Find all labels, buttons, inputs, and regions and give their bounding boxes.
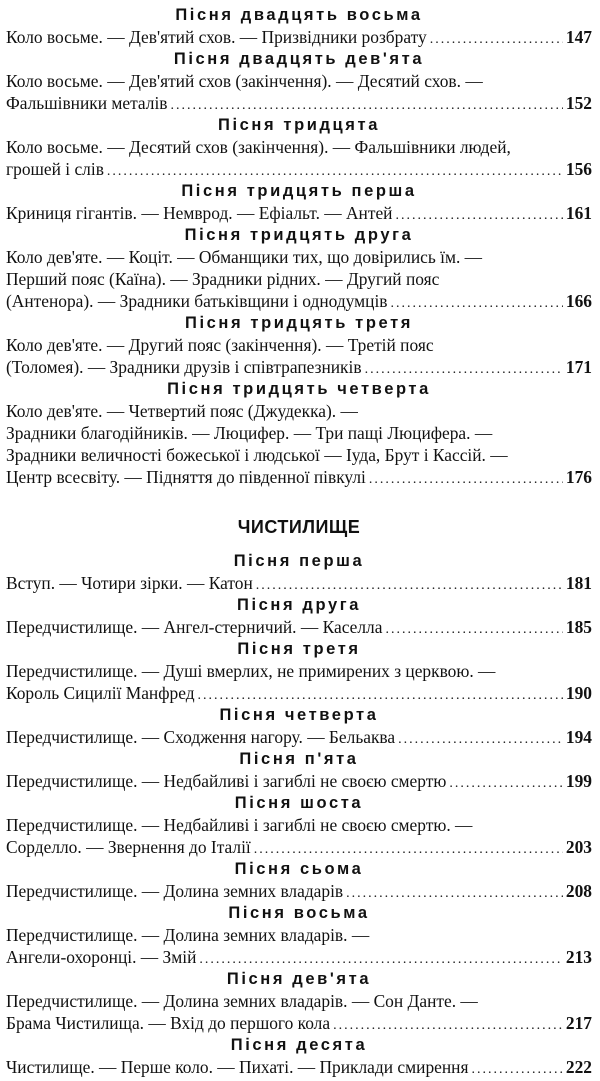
toc-entry [6,1034,592,1078]
section-title: ЧИСТИЛИЩЕ [237,517,361,537]
entry-line: грошей і слів [6,159,104,179]
canto-heading: Пісня четверта [219,706,379,724]
dot-leader [385,619,562,641]
entry-text [6,1056,592,1078]
entry-line: Передчистилище. — Сходження нагору. — Бельаква [6,727,396,747]
entry-last-line [6,158,592,180]
page-number: 171 [565,357,592,377]
dot-leader [346,883,563,905]
page-number: 185 [565,617,592,637]
entry-last-line [6,616,592,638]
dot-leader [107,161,563,183]
page-number: 194 [565,727,592,747]
entry-text [6,660,592,704]
page-number: 199 [565,771,592,791]
canto-heading: Пісня тридцять перша [181,182,417,200]
canto-heading: Пісня тридцять четверта [167,380,431,398]
entry-line: Передчистилище. — Долина земних владарів. — [6,925,370,945]
entry-last-line [6,726,592,748]
dot-leader [333,1015,563,1037]
toc-entry [6,224,592,312]
canto-heading: Пісня п'ята [239,750,359,768]
entry-line: Передчистилище. — Долина земних владарів [6,881,344,901]
page-number: 161 [565,203,592,223]
entry-line: Брама Чистилища. — Вхід до першого кола [6,1013,331,1033]
entry-text [6,136,592,180]
dot-leader [471,1059,562,1081]
canto-heading: Пісня двадцять дев'ята [173,50,425,68]
entry-text [6,70,592,114]
canto-heading: Пісня тридцята [217,116,380,134]
entry-text [6,26,592,48]
page-number: 176 [565,467,592,487]
page-number: 166 [565,291,592,311]
entry-line: Передчистилище. — Недбайливі і загиблі не своєю смертю [6,771,447,791]
entry-line: Передчистилище. — Ангел-стерничий. — Каселла [6,617,383,637]
entry-line: (Толомея). — Зрадники друзів і співтрапезників [6,357,362,377]
canto-heading: Пісня восьма [228,904,370,922]
toc-entry [6,594,592,638]
entry-line: Король Сицилії Манфред [6,683,195,703]
entry-last-line [6,356,592,378]
entry-text [6,572,592,594]
entry-last-line [6,202,592,224]
dot-leader [391,293,563,315]
page-number: 213 [565,947,592,967]
entry-last-line [6,26,592,48]
toc-entry [6,48,592,114]
page-number: 222 [565,1057,592,1077]
entry-line: Зрадники благодійників. — Люцифер. — Три пащі Люцифера. — [6,423,493,443]
entry-line: (Антенора). — Зрадники батьківщини і однодумців [6,291,388,311]
entry-line: Коло восьме. — Десятий схов (закінчення). — Фальшівники людей, [6,137,511,157]
entry-line: Передчистилище. — Душі вмерлих, не примирених з церквою. — [6,661,496,681]
dot-leader [396,205,563,227]
entry-line: Передчистилище. — Долина земних владарів. — Сон Данте. — [6,991,478,1011]
entry-line: Зрадники величності божеської і людської — Іуда, Брут і Кассій. — [6,445,508,465]
toc-entry [6,550,592,594]
entry-text [6,246,592,312]
canto-heading: Пісня тридцять третя [185,314,413,332]
page-number: 147 [565,27,592,47]
entry-last-line [6,290,592,312]
entry-line: Сорделло. — Звернення до Італії [6,837,251,857]
entry-last-line [6,946,592,968]
toc-entry [6,704,592,748]
entry-text [6,334,592,378]
page-number: 190 [565,683,592,703]
dot-leader [254,839,563,861]
entry-text [6,726,592,748]
canto-heading: Пісня двадцять восьма [175,6,423,24]
entry-text [6,990,592,1034]
entry-text [6,814,592,858]
entry-line: Вступ. — Чотири зірки. — Катон [6,573,253,593]
page-number: 181 [565,573,592,593]
dot-leader [171,95,563,117]
entry-last-line [6,466,592,488]
entry-text [6,924,592,968]
entry-text [6,880,592,902]
entry-line: Коло восьме. — Дев'ятий схов (закінчення). — Десятий схов. — [6,71,483,91]
dot-leader [369,469,563,491]
dot-leader [199,949,563,971]
toc-entry [6,4,592,48]
entry-last-line [6,92,592,114]
entry-last-line [6,880,592,902]
entry-text [6,400,592,488]
canto-heading: Пісня третя [237,640,361,658]
entry-line: Коло дев'яте. — Четвертий пояс (Джудекка). — [6,401,358,421]
canto-heading: Пісня десята [230,1036,368,1054]
entry-line: Чистилище. — Перше коло. — Пихаті. — Приклади смирення [6,1057,469,1077]
canto-heading: Пісня шоста [234,794,364,812]
entry-line: Перший пояс (Каїна). — Зрадники рідних. — Другий пояс [6,269,440,289]
entry-line: Криниця гігантів. — Немврод. — Ефіальт. — Антей [6,203,393,223]
toc-entry [6,968,592,1034]
dot-leader [430,29,563,51]
page-number: 208 [565,881,592,901]
entry-last-line [6,1056,592,1078]
toc-entry [6,902,592,968]
toc-entry [6,638,592,704]
entry-line: Ангели-охоронці. — Змій [6,947,197,967]
canto-heading: Пісня перша [233,552,365,570]
entry-last-line [6,836,592,858]
entry-line: Коло восьме. — Дев'ятий схов. — Призвідники розбрату [6,27,427,47]
canto-heading: Пісня друга [237,596,361,614]
canto-heading: Пісня тридцять друга [184,226,414,244]
canto-heading: Пісня дев'ята [226,970,372,988]
dot-leader [198,685,563,707]
toc-part-inferno [6,4,592,488]
entry-last-line [6,770,592,792]
entry-last-line [6,572,592,594]
toc-entry [6,180,592,224]
entry-text [6,202,592,224]
toc-entry [6,792,592,858]
dot-leader [256,575,563,597]
entry-last-line [6,682,592,704]
entry-text [6,770,592,792]
entry-last-line [6,1012,592,1034]
page-number: 152 [565,93,592,113]
page-number: 156 [565,159,592,179]
entry-text [6,616,592,638]
entry-line: Фальшівники металів [6,93,168,113]
page-number: 203 [565,837,592,857]
entry-line: Передчистилище. — Недбайливі і загиблі не своєю смертю. — [6,815,473,835]
entry-line: Коло дев'яте. — Другий пояс (закінчення). — Третій пояс [6,335,434,355]
entry-line: Центр всесвіту. — Підняття до південної півкулі [6,467,366,487]
entry-line: Коло дев'яте. — Коціт. — Обманщики тих, що довірились їм. — [6,247,483,267]
toc-entry [6,312,592,378]
toc-part-purgatorio [6,550,592,1078]
canto-heading: Пісня сьома [234,860,364,878]
page-number: 217 [565,1013,592,1033]
toc-entry [6,114,592,180]
dot-leader [398,729,563,751]
toc-entry [6,858,592,902]
dot-leader [449,773,563,795]
toc-entry [6,748,592,792]
toc-entry [6,378,592,488]
dot-leader [365,359,563,381]
